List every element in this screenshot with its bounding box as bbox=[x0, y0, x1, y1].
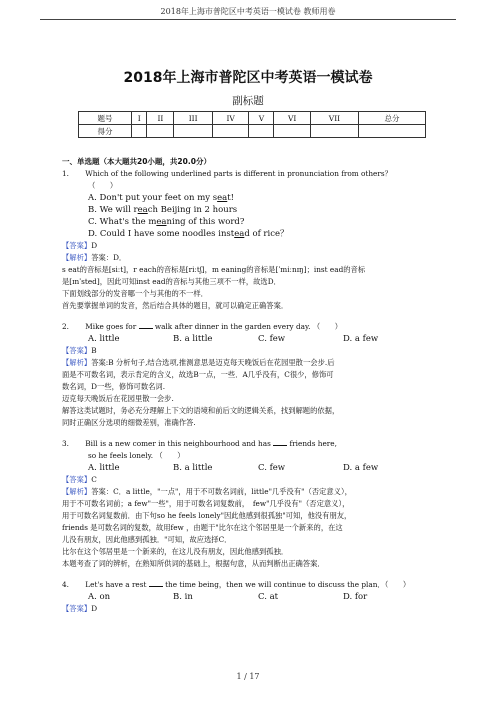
q1-option-d bbox=[62, 228, 440, 240]
option-b: B. a little bbox=[173, 463, 213, 473]
analysis-line: 下面划线部分的发音哪一个与其他的不一样． bbox=[62, 289, 208, 298]
score-cell bbox=[274, 125, 311, 138]
analysis-text: 答案：C．a little，"一点"，用于不可数名词前，little"几乎没有"（否定意义）， bbox=[91, 487, 352, 496]
option-text: ch Beijing in 2 hours bbox=[147, 205, 238, 215]
analysis-line: 儿没有朋友，因此他感到孤独．"可知，故应选择C． bbox=[62, 535, 232, 544]
option-b: B. in bbox=[173, 592, 193, 602]
option-d: D. for bbox=[343, 592, 368, 602]
header-rule bbox=[40, 19, 456, 20]
option-text: C. What's the m bbox=[88, 217, 157, 227]
score-cell: III bbox=[174, 112, 212, 125]
q3-stem-line2 bbox=[62, 450, 440, 462]
q3-paren: （ ） bbox=[155, 451, 185, 460]
score-cell: 题号 bbox=[79, 112, 132, 125]
score-cell: I bbox=[132, 112, 147, 125]
q2-stem-start: Mike goes for bbox=[85, 322, 137, 331]
exam-title: 2018年上海市普陀区中考英语一模试卷 bbox=[123, 70, 373, 86]
score-cell: IV bbox=[212, 112, 249, 125]
analysis-text: 答案：D． bbox=[91, 253, 127, 262]
q4-answer bbox=[62, 603, 440, 615]
analysis-line: 数名词，D一些，修饰可数名词. bbox=[62, 382, 166, 391]
score-cell bbox=[132, 125, 147, 138]
q4-stem-line bbox=[62, 578, 440, 591]
q4-stem-end: the time being，then we will continue to discuss the plan．（ ） bbox=[165, 580, 411, 589]
q3-stem-end: friends here, bbox=[289, 439, 337, 448]
analysis-line: 首先要掌握单词的发音，然后结合具体的题目，就可以确定正确答案． bbox=[62, 301, 289, 310]
q2-options bbox=[62, 333, 440, 345]
score-cell: 总分 bbox=[359, 112, 426, 125]
score-cell: VII bbox=[310, 112, 358, 125]
analysis-tag: 【解析】 bbox=[62, 487, 92, 496]
q2-answer bbox=[62, 345, 440, 357]
question-body bbox=[62, 156, 440, 615]
answer-tag: 【答案】 bbox=[62, 346, 92, 355]
option-c: C. few bbox=[258, 334, 286, 344]
q4-options bbox=[62, 591, 440, 603]
option-a: A. on bbox=[88, 592, 111, 602]
q1-option-a bbox=[62, 192, 440, 204]
score-table-score-row bbox=[79, 125, 426, 138]
score-cell: II bbox=[147, 112, 174, 125]
answer-value: C bbox=[91, 475, 97, 484]
option-text: A. Don't put your feet on my s bbox=[88, 193, 218, 203]
exam-subtitle: 副标题 bbox=[232, 95, 264, 107]
score-cell bbox=[212, 125, 249, 138]
analysis-text: 答案:B 分析句子,结合选项,推测意思是迈克每天晚饭后在花园里散一会步.后 bbox=[91, 358, 335, 367]
section-heading: 一、单选题（本大题共20小题，共20.0分） bbox=[62, 157, 211, 166]
answer-value: D bbox=[91, 604, 98, 613]
q1-number: 1. bbox=[62, 169, 69, 178]
option-d: D. a few bbox=[343, 334, 379, 344]
option-text: t! bbox=[227, 193, 235, 203]
q1-stem: Which of the following underlined parts is different in pronunciation from others？ bbox=[85, 169, 392, 178]
q3-stem-continued: so he feels lonely. bbox=[88, 451, 154, 460]
analysis-line: 面是不可数名词，表示肯定的含义，故选B一点，一些．A几乎没有，C很少，修饰可 bbox=[62, 370, 334, 379]
q3-number: 3. bbox=[62, 439, 69, 448]
q4-stem-start: Let's have a rest bbox=[85, 580, 147, 589]
answer-tag: 【答案】 bbox=[62, 241, 92, 250]
analysis-line: 迈克每天晚饭后在花园里散一会步. bbox=[62, 394, 174, 403]
q2-analysis-first bbox=[62, 357, 440, 369]
underlined-part: ea bbox=[156, 217, 167, 227]
analysis-line: 是[ɪnˈsted]，因此可知inst ead的音标与其他三项不一样，故选D． bbox=[62, 277, 281, 286]
underlined-part: ea bbox=[137, 205, 148, 215]
q1-answer bbox=[62, 240, 440, 252]
option-text: ning of this word? bbox=[166, 217, 245, 227]
analysis-line: 本题考查了词的辨析，在熟知所供词的基础上，根据句意，从而判断出正确答案． bbox=[62, 559, 325, 568]
option-d: D. a few bbox=[343, 463, 379, 473]
answer-blank bbox=[139, 320, 153, 329]
score-cell bbox=[249, 125, 274, 138]
q2-number: 2. bbox=[62, 322, 69, 331]
score-cell: V bbox=[249, 112, 274, 125]
score-table-header-row bbox=[79, 112, 426, 125]
option-a: A. little bbox=[88, 463, 120, 473]
answer-tag: 【答案】 bbox=[62, 604, 92, 613]
analysis-tag: 【解析】 bbox=[62, 253, 92, 262]
analysis-line: 解答这类试题时，务必充分理解上下文的语境和前后文的逻辑关系，找到解题的依据， bbox=[62, 406, 340, 415]
analysis-tag: 【解析】 bbox=[62, 358, 92, 367]
q1-option-c bbox=[62, 216, 440, 228]
option-c: C. at bbox=[258, 592, 279, 602]
score-cell bbox=[147, 125, 174, 138]
score-cell bbox=[359, 125, 426, 138]
option-text: D. Could I have some noodles inst bbox=[88, 229, 235, 239]
option-a: A. little bbox=[88, 334, 120, 344]
q2-stem-end: walk after dinner in the garden every day. bbox=[154, 322, 311, 331]
underlined-part: ea bbox=[234, 229, 245, 239]
page-number: 1 / 17 bbox=[236, 672, 260, 681]
analysis-line: 用于不可数名词前；a few"一些"，用于可数名词复数前， few"几乎没有"（否定意义）， bbox=[62, 499, 350, 508]
q1-analysis-head bbox=[62, 252, 440, 264]
q3-stem-line bbox=[62, 437, 440, 450]
score-table bbox=[78, 111, 426, 138]
q3-analysis-first bbox=[62, 486, 440, 498]
q3-stem-start: Bill is a new comer in this neighbourhood and has bbox=[85, 439, 271, 448]
q2-stem-line bbox=[62, 320, 440, 333]
answer-value: B bbox=[91, 346, 97, 355]
q1-option-b bbox=[62, 204, 440, 216]
option-b: B. a little bbox=[173, 334, 213, 344]
q3-options bbox=[62, 462, 440, 474]
answer-tag: 【答案】 bbox=[62, 475, 92, 484]
analysis-line: 用于可数名词复数前．由下句so he feels lonely"因此他感到很孤独"可知，他没有朋友， bbox=[62, 511, 352, 520]
score-cell bbox=[310, 125, 358, 138]
analysis-line: friends 是可数名词的复数，故用few ，由题干"比尔在这个邻居里是一个新来的，在这 bbox=[62, 523, 343, 532]
score-cell: 得分 bbox=[79, 125, 132, 138]
page-header: 2018年上海市普陀区中考英语一模试卷 教师用卷 bbox=[160, 7, 336, 16]
option-c: C. few bbox=[258, 463, 286, 473]
q2-paren: （ ） bbox=[312, 322, 343, 331]
q1-stem-line bbox=[62, 168, 440, 180]
score-cell: VI bbox=[274, 112, 311, 125]
answer-value: D bbox=[91, 241, 98, 250]
answer-blank bbox=[149, 578, 163, 587]
option-text: d of rice？ bbox=[244, 229, 289, 239]
score-cell bbox=[174, 125, 212, 138]
q4-number: 4. bbox=[62, 580, 69, 589]
q3-answer bbox=[62, 474, 440, 486]
answer-blank bbox=[273, 437, 287, 446]
analysis-line: 比尔在这个邻居里是一个新来的，在这儿没有朋友，因此他感到孤独． bbox=[62, 547, 289, 556]
q1-paren: （ ） bbox=[88, 181, 118, 190]
analysis-line: s eat的音标是[siːt]，r each的音标是[riːtʃ]，m eaning的音标是[ˈmiːnɪŋ]；inst ead的音标 bbox=[62, 265, 366, 274]
analysis-line: 同时正确区分选项的细微差别，准确作答. bbox=[62, 418, 196, 427]
option-text: B. We will r bbox=[88, 205, 138, 215]
underlined-part: ea bbox=[217, 193, 228, 203]
